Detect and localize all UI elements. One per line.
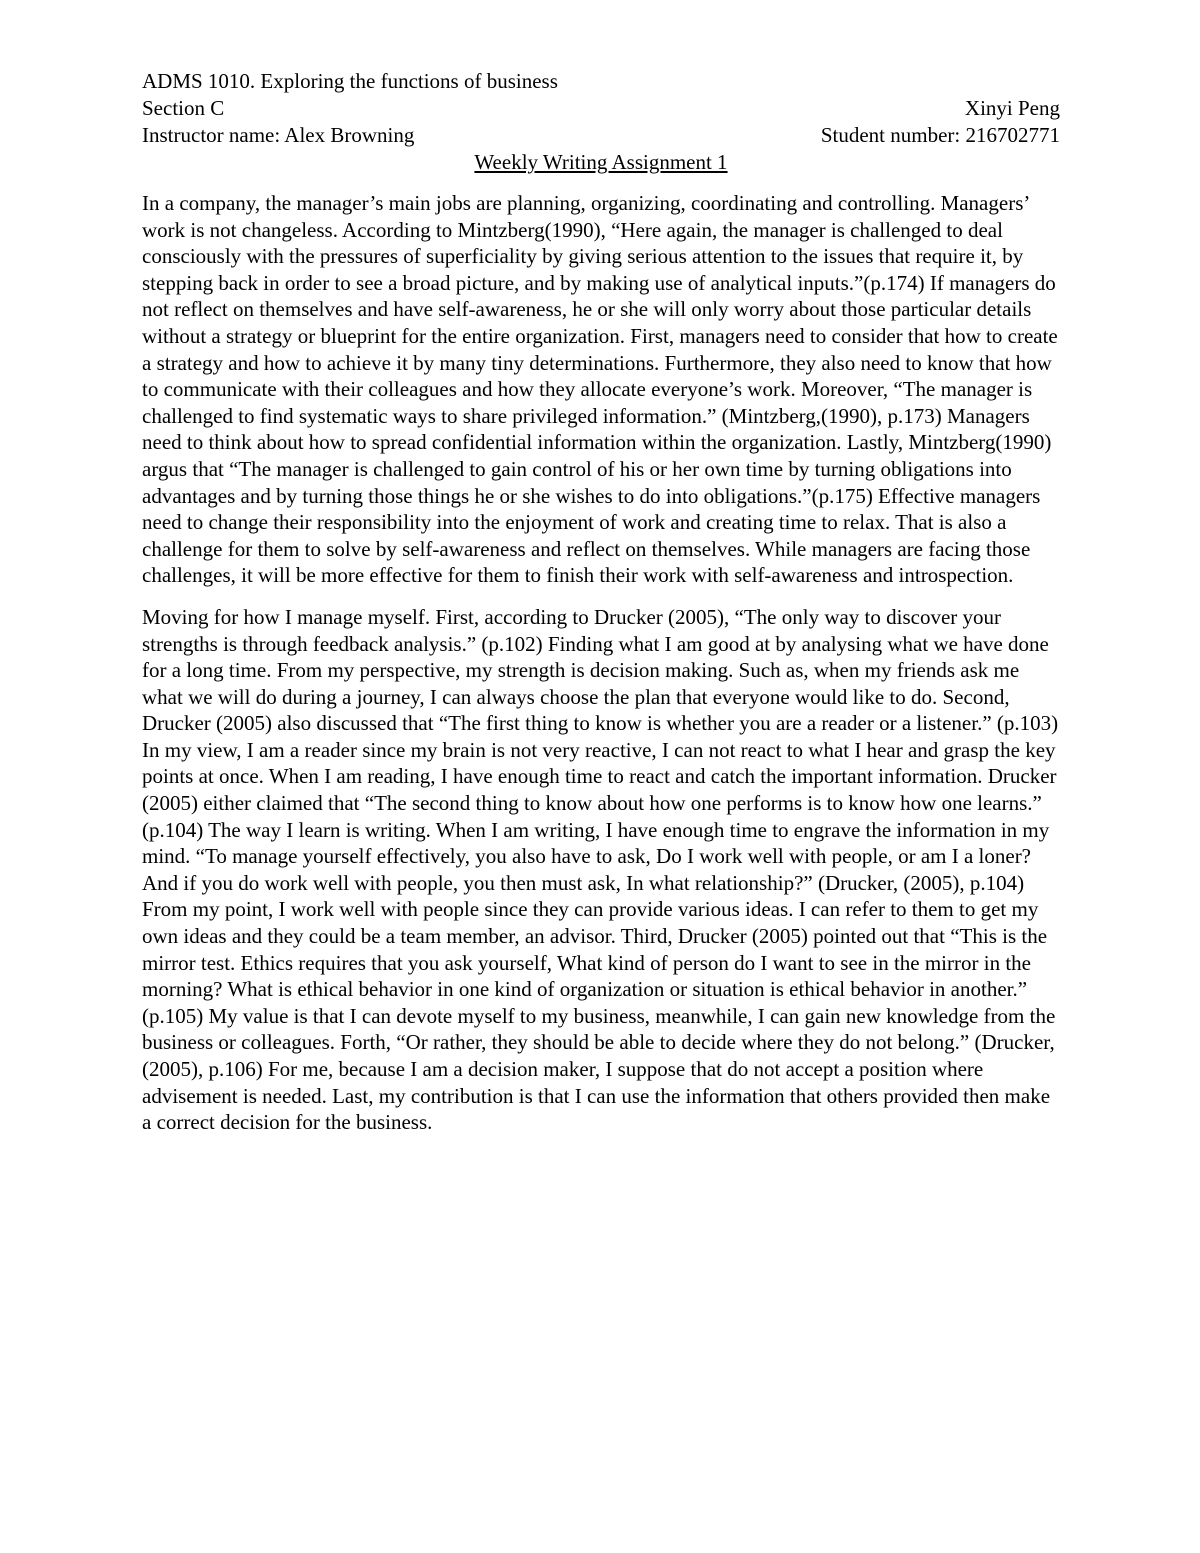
section-line — [142, 95, 1060, 122]
section-label: Section C — [142, 96, 225, 120]
assignment-title: Weekly Writing Assignment 1 — [474, 150, 728, 174]
course-title: ADMS 1010. Exploring the functions of business — [142, 69, 558, 93]
body-paragraph-2: Moving for how I manage myself. First, according to Drucker (2005), “The only way to discover your strengths is through feedback analysis.” (p.102) Finding what I am good at by analysing what we have done for a long time. From my perspective, my strength is decision making. Such as, when my friends ask me what we will do during a journey, I can always choose the plan that everyone would like to do. Second, Drucker (2005) also discussed that “The first thing to know is whether you are a reader or a listener.” (p.103) In my view, I am a reader since my brain is not very reactive, I can not react to what I hear and grasp the key points at once. When I am reading, I have enough time to react and catch the important information. Drucker (2005) either claimed that “The second thing to know about how one performs is to know how one learns.” (p.104) The way I learn is writing. When I am writing, I have enough time to engrave the information in my mind. “To manage yourself effectively, you also have to ask, Do I work well with people, or am I a loner? And if you do work well with people, you then must ask, In what relationship?” (Drucker, (2005), p.104) From my point, I work well with people since they can provide various ideas. I can refer to them to get my own ideas and they could be a team member, an advisor. Third, Drucker (2005) pointed out that “This is the mirror test. Ethics requires that you ask yourself, What kind of person do I want to see in the mirror in the morning? What is ethical behavior in one kind of organization or situation is ethical behavior in another.” (p.105) My value is that I can devote myself to my business, meanwhile, I can gain new knowledge from the business or colleagues. Forth, “Or rather, they should be able to decide where they do not belong.” (Drucker, (2005), p.106) For me, because I am a decision maker, I suppose that do not accept a position where advisement is needed. Last, my contribution is that I can use the information that others provided then make a correct decision for the business. — [142, 604, 1059, 1135]
instructor-line — [142, 122, 1060, 149]
student-number: Student number: 216702771 — [820, 123, 1060, 147]
document-page — [142, 68, 1060, 1151]
body-paragraph-1: In a company, the manager’s main jobs are planning, organizing, coordinating and controlling. Managers’ work is not changeless. According to Mintzberg(1990), “Here again, the manager is challenged to deal consciously with the pressures of superficiality by giving serious attention to the issues that require it, by stepping back in order to see a broad picture, and by making use of analytical inputs.”(p.174) If managers do not reflect on themselves and have self-awareness, he or she will only worry about those particular details without a strategy or blueprint for the entire organization. First, managers need to consider that how to create a strategy and how to achieve it by many tiny determinations. Furthermore, they also need to know that how to communicate with their colleagues and how they allocate everyone’s work. Moreover, “The manager is challenged to find systematic ways to share privileged information.” (Mintzberg,(1990), p.173) Managers need to think about how to spread confidential information within the organization. Lastly, Mintzberg(1990) argus that “The manager is challenged to gain control of his or her own time by turning obligations into advantages and by turning those things he or she wishes to do into obligations.”(p.175) Effective managers need to change their responsibility into the enjoyment of work and creating time to relax. That is also a challenge for them to solve by self-awareness and reflect on themselves. While managers are facing those challenges, it will be more effective for them to finish their work with self-awareness and introspection. — [142, 191, 1058, 588]
instructor-name: Instructor name: Alex Browning — [142, 123, 415, 147]
student-name: Xinyi Peng — [964, 96, 1060, 120]
course-line — [142, 68, 1060, 95]
